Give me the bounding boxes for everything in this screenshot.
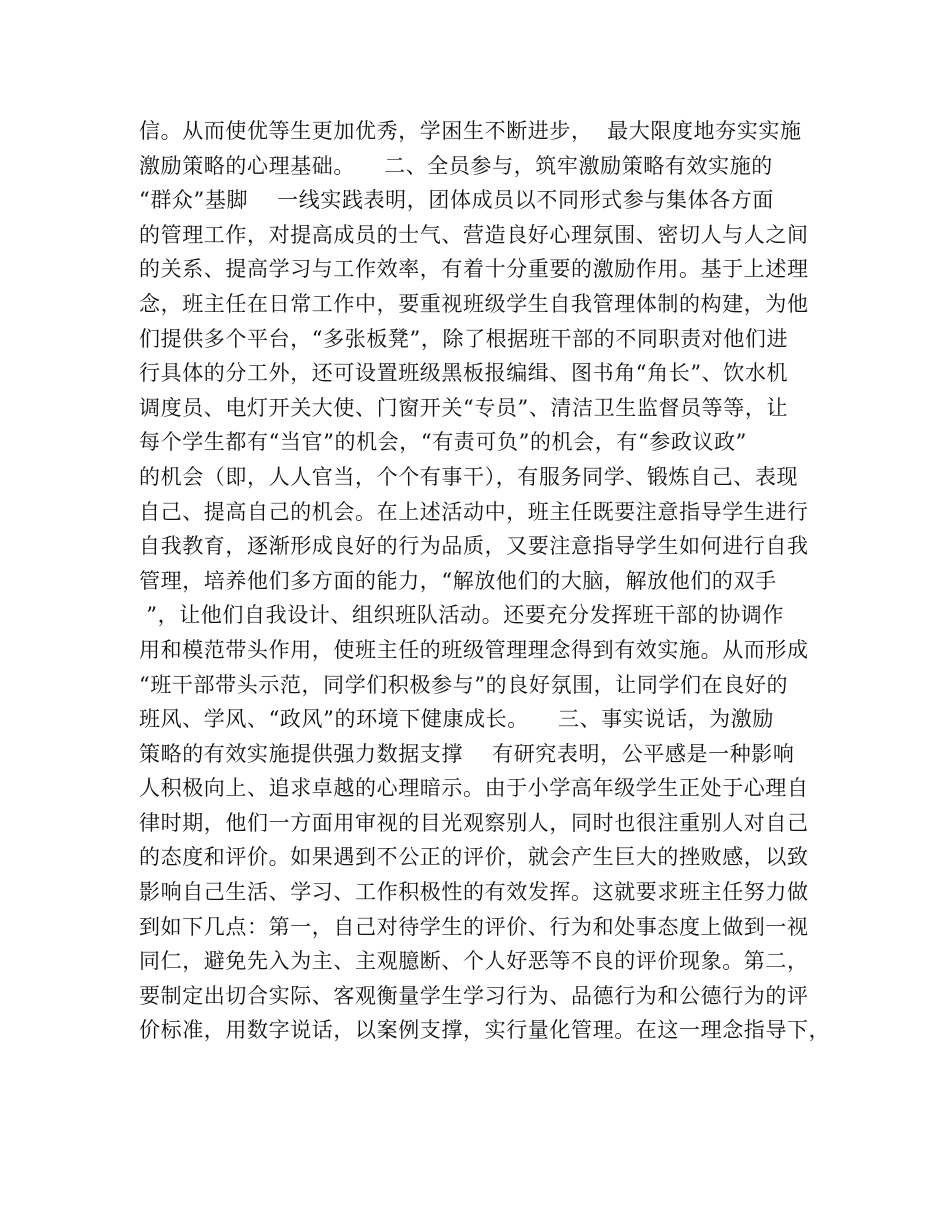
text-line: 的关系、提高学习与工作效率，有着十分重要的激励作用。基于上述理 bbox=[139, 257, 809, 282]
text-line: 行具体的分工外，还可设置班级黑板报编缉、图书角“角长”、饮水机 bbox=[139, 361, 789, 386]
text-line: 影响自己生活、学习、工作积极性的有效发挥。这就要求班主任努力做 bbox=[139, 880, 809, 905]
text-line: 管理，培养他们多方面的能力，“解放他们的大脑，解放他们的双手 bbox=[139, 568, 777, 593]
text-line: 们提供多个平台，“多张板凳”，除了根据班干部的不同职责对他们进 bbox=[139, 326, 789, 351]
text-line: 到如下几点：第一，自己对待学生的评价、行为和处事态度上做到一视 bbox=[139, 914, 809, 939]
text-line: 调度员、电灯开关大使、门窗开关“专员”、清洁卫生监督员等等，让 bbox=[139, 395, 789, 420]
text-line: 策略的有效实施提供强力数据支撑 有研究表明，公平感是一种影响 bbox=[139, 741, 795, 766]
text-line: 的机会（即，人人官当，个个有事干），有服务同学、锻炼自己、表现 bbox=[139, 464, 799, 489]
text-line: 班风、学风、“政风”的环境下健康成长。 三、事实说话，为激励 bbox=[139, 707, 774, 732]
text-line: 自我教育，逐渐形成良好的行为品质，又要注意指导学生如何进行自我 bbox=[139, 534, 809, 559]
text-line: 人积极向上、追求卓越的心理暗示。由于小学高年级学生正处于心理自 bbox=[139, 776, 809, 801]
text-line: 激励策略的心理基础。 二、全员参与，筑牢激励策略有效实施的 bbox=[139, 153, 773, 178]
text-line: “群众”基脚 一线实践表明，团体成员以不同形式参与集体各方面 bbox=[139, 188, 774, 213]
text-line: 要制定出切合实际、客观衡量学生学习行为、品德行为和公德行为的评 bbox=[139, 983, 809, 1008]
text-line: 同仁，避免先入为主、主观臆断、个人好恶等不良的评价现象。第二， bbox=[139, 949, 809, 974]
text-line: 的态度和评价。如果遇到不公正的评价，就会产生巨大的挫败感，以致 bbox=[139, 845, 809, 870]
text-line: 的管理工作，对提高成员的士气、营造良好心理氛围、密切人与人之间 bbox=[139, 222, 809, 247]
text-line: ”，让他们自我设计、组织班队活动。还要充分发挥班干部的协调作 bbox=[139, 603, 785, 628]
text-line: “班干部带头示范，同学们积极参与”的良好氛围，让同学们在良好的 bbox=[139, 672, 789, 697]
body-text bbox=[139, 114, 839, 1048]
text-line: 信。从而使优等生更加优秀，学困生不断进步， 最大限度地夯实实施 bbox=[139, 119, 802, 143]
text-line: 每个学生都有“当官”的机会，“有责可负”的机会，有“参政议政” bbox=[139, 430, 748, 455]
text-line: 念，班主任在日常工作中，要重视班级学生自我管理体制的构建，为他 bbox=[139, 291, 809, 316]
text-line: 自己、提高自己的机会。在上述活动中，班主任既要注意指导学生进行 bbox=[139, 499, 809, 524]
text-line: 价标准，用数字说话，以案例支撑，实行量化管理。在这一理念指导下， bbox=[139, 1018, 831, 1043]
text-line: 律时期，他们一方面用审视的目光观察别人，同时也很注重别人对自己 bbox=[139, 810, 809, 835]
text-line: 用和模范带头作用，使班主任的班级管理理念得到有效实施。从而形成 bbox=[139, 637, 809, 662]
